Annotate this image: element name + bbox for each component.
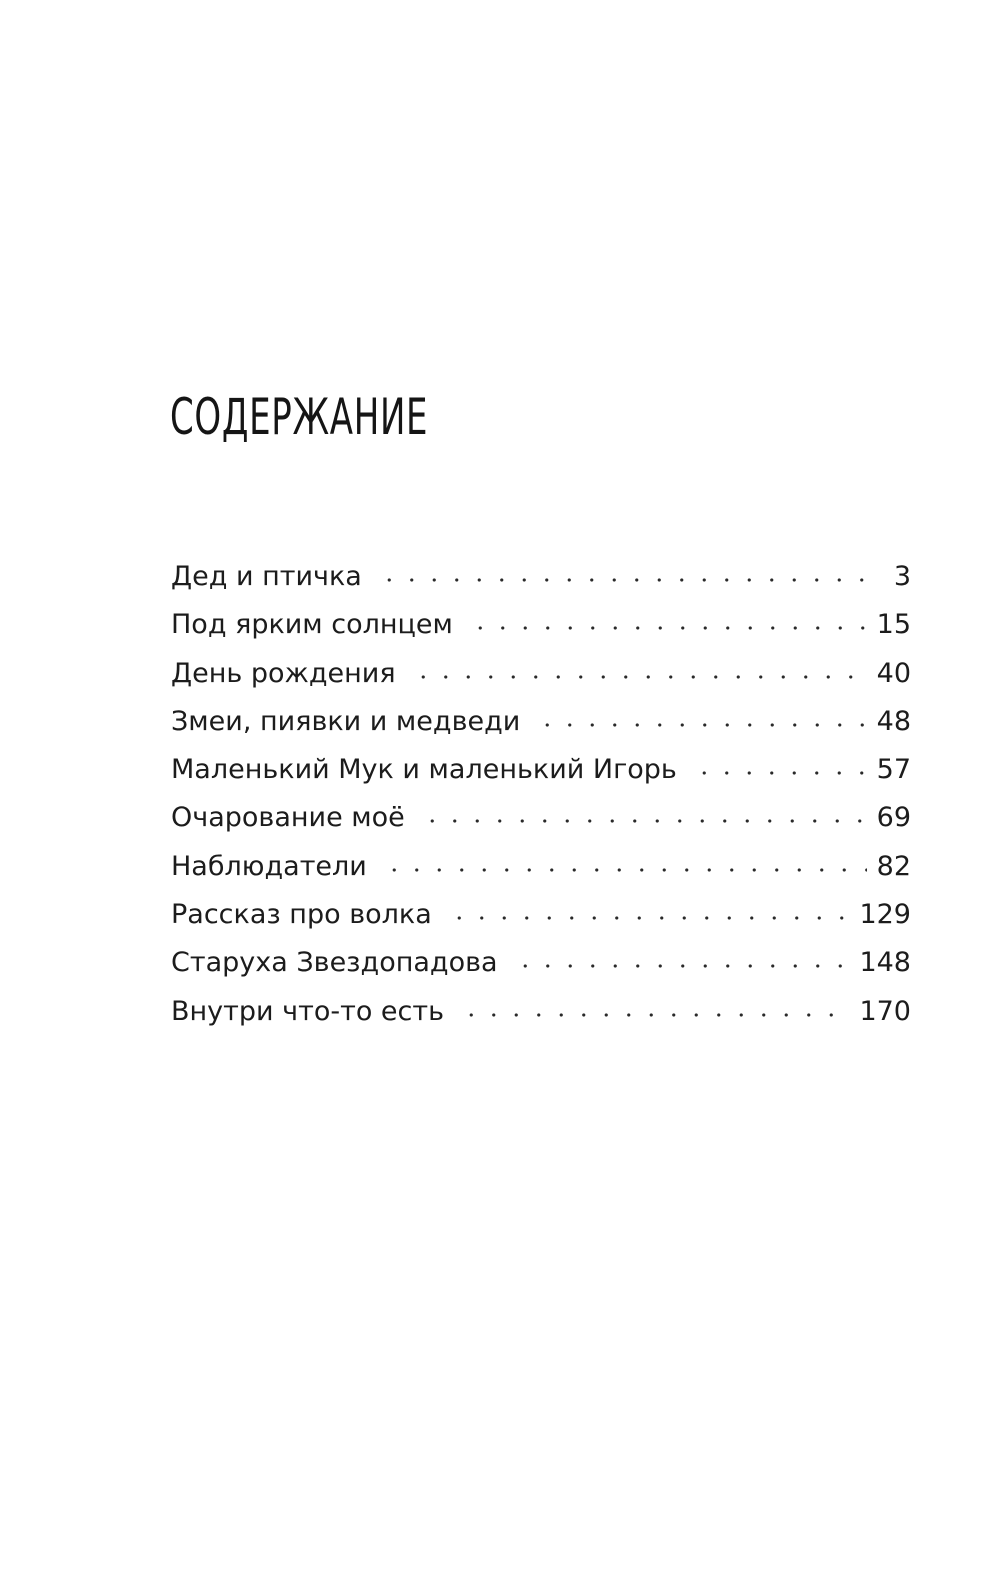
dot-leader [536,723,866,727]
toc-entry [171,992,911,1040]
toc-entry-page: 148 [859,947,911,979]
toc-entry [171,895,911,943]
toc-entry-title: Рассказ про волка [171,899,432,931]
dot-leader [514,964,850,968]
toc-entry-page: 48 [876,705,911,737]
toc-entry-page: 82 [876,850,911,882]
toc-entry-page: 129 [859,899,911,931]
toc-entry-page: 57 [876,754,911,786]
dot-leader [469,626,867,630]
dot-leader [460,1013,849,1017]
toc-entry-title: Наблюдатели [171,850,367,882]
toc-entry [171,605,911,653]
toc-entry [171,654,911,702]
dot-leader [383,868,867,872]
toc-entry-title: Под ярким солнцем [171,609,453,641]
dot-leader [693,771,867,775]
toc-entry-page: 69 [876,802,911,834]
toc-entry [171,557,911,605]
toc-entry-page: 15 [876,609,911,641]
table-of-contents [171,557,911,1040]
dot-leader [412,675,867,679]
toc-entry [171,702,911,750]
toc-entry [171,750,911,798]
toc-entry-title: Змеи, пиявки и медведи [171,705,521,737]
toc-entry-title: День рождения [171,657,396,689]
page-title: СОДЕРЖАНИЕ [170,388,429,446]
dot-leader [448,916,850,920]
toc-entry [171,943,911,991]
toc-entry [171,798,911,846]
toc-entry-page: 170 [859,995,911,1027]
toc-entry [171,847,911,895]
dot-leader [421,819,867,823]
toc-entry-page: 40 [876,657,911,689]
toc-entry-page: 3 [893,561,911,592]
toc-entry-title: Маленький Мук и маленький Игорь [171,754,677,786]
toc-entry-title: Внутри что-то есть [171,995,445,1027]
toc-entry-title: Дед и птичка [171,561,362,592]
dot-leader [378,578,881,582]
toc-entry-title: Старуха Звездопадова [171,947,498,979]
toc-entry-title: Очарование моё [171,802,405,834]
